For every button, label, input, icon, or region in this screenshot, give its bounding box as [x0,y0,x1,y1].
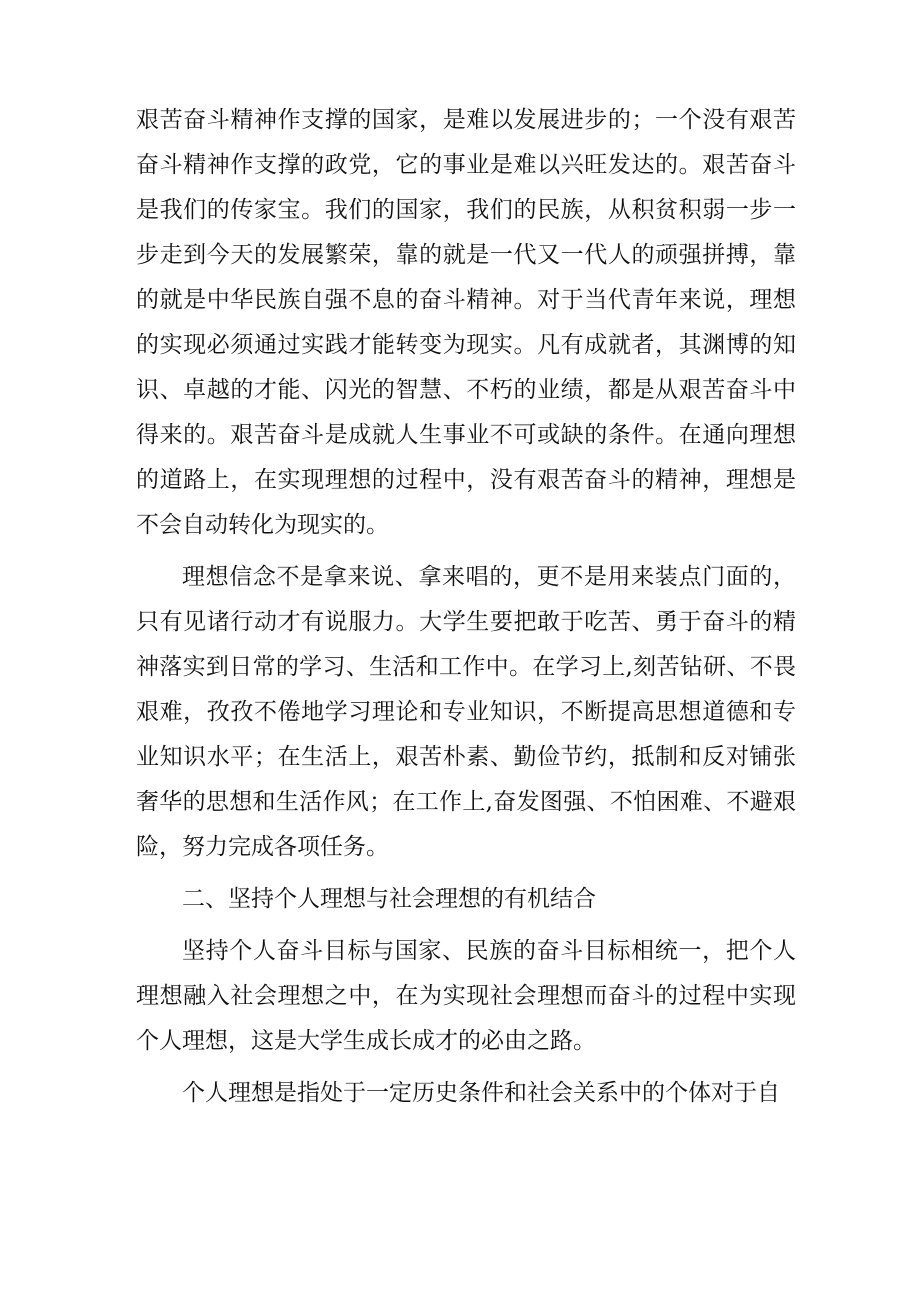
section-heading-two: 二、坚持个人理想与社会理想的有机结合 [182,886,596,912]
paragraph-ideals-in-action: 理想信念不是拿来说、拿来唱的，更不是用来装点门面的，只有见诸行动才有说服力。大学生要把敢于吃苦、勇于奋斗的精神落实到日常的学习、生活和工作中。在学习上,刻苦钻研、不畏艰难，孜孜不倦地学习理论和专业知识，不断提高思想道德和专业知识水平；在生活上，艰苦朴素、勤俭节约，抵制和反对铺张奢华的思想和生活作风；在工作上,奋发图强、不怕困难、不避艰险，努力完成各项任务。 [136,564,796,860]
paragraph-personal-ideal-definition: 个人理想是指处于一定历史条件和社会关系中的个体对于自 [182,1080,780,1106]
document-page [136,98,796,1123]
paragraph-combine-ideals: 坚持个人奋斗目标与国家、民族的奋斗目标相统一，把个人理想融入社会理想之中，在为实现社会理想而奋斗的过程中实现个人理想，这是大学生成长成才的必由之路。 [136,938,796,1054]
paragraph-continuation: 艰苦奋斗精神作支撑的国家，是难以发展进步的；一个没有艰苦奋斗精神作支撑的政党，它的事业是难以兴旺发达的。艰苦奋斗是我们的传家宝。我们的国家，我们的民族，从积贫积弱一步一步走到今天的发展繁荣，靠的就是一代又一代人的顽强拼搏，靠的就是中华民族自强不息的奋斗精神。对于当代青年来说，理想的实现必须通过实践才能转变为现实。凡有成就者，其渊博的知识、卓越的才能、闪光的智慧、不朽的业绩，都是从艰苦奋斗中得来的。艰苦奋斗是成就人生事业不可或缺的条件。在通向理想的道路上，在实现理想的过程中，没有艰苦奋斗的精神，理想是不会自动转化为现实的。 [136,107,796,538]
